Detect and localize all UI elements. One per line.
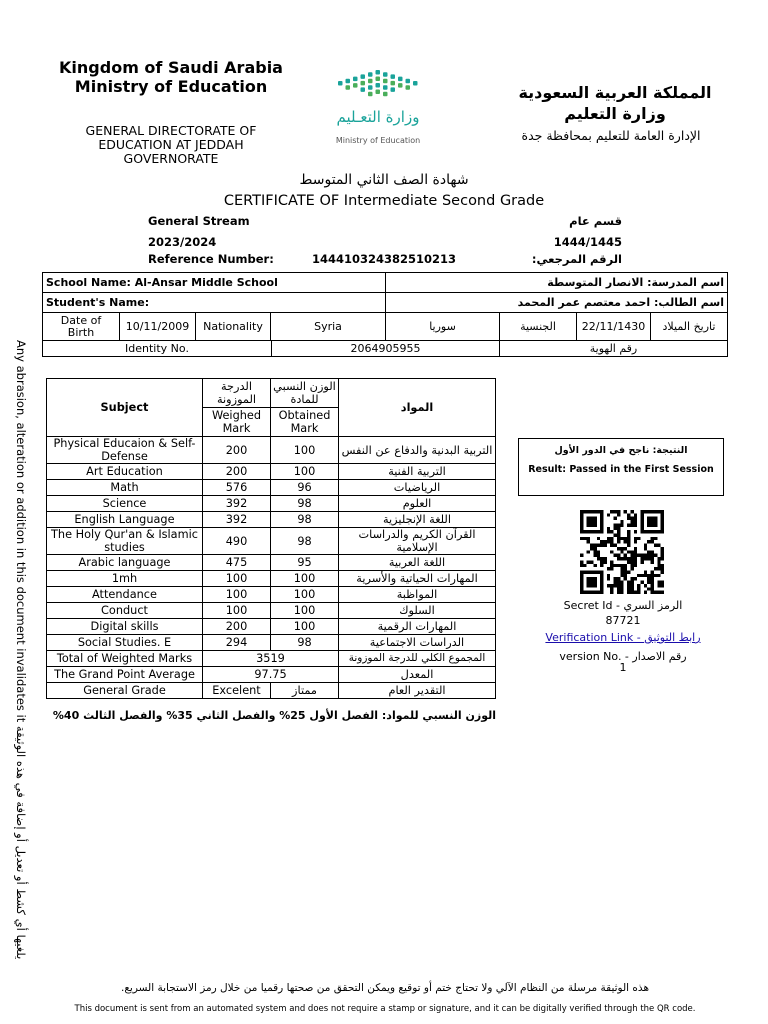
school-name-en: School Name: Al-Ansar Middle School	[43, 273, 386, 293]
subject-name-ar: التربية الفنية	[339, 464, 496, 480]
gpa-label-en: The Grand Point Average	[47, 667, 203, 683]
result-en: Result: Passed in the First Session	[528, 464, 714, 475]
weighed-mark: 100	[203, 603, 271, 619]
table-row	[47, 587, 496, 603]
qr-code-icon[interactable]	[580, 510, 664, 594]
nationality-label-ar: الجنسية	[500, 313, 577, 341]
header-subject-ar: المواد	[339, 379, 496, 437]
weighed-mark: 200	[203, 619, 271, 635]
identity-table	[42, 340, 728, 357]
total-label-ar: المجموع الكلي للدرجة الموزونة	[339, 651, 496, 667]
subject-name-en: Science	[47, 496, 203, 512]
year-hijri: 1444/1445	[553, 235, 622, 249]
header-weighed-ar: الدرجة الموزونة	[203, 379, 271, 408]
weighed-mark: 100	[203, 571, 271, 587]
table-row	[47, 603, 496, 619]
student-name-label: Student's Name:	[43, 293, 386, 313]
dob-label-ar: تاريخ الميلاد	[651, 313, 728, 341]
subject-name-ar: الدراسات الاجتماعية	[339, 635, 496, 651]
subject-name-ar: المواظبة	[339, 587, 496, 603]
table-row	[47, 464, 496, 480]
certificate-title-ar: شهادة الصف الثاني المتوسط	[299, 172, 469, 188]
identity-label-ar: رقم الهوية	[500, 341, 728, 357]
subject-name-en: Math	[47, 480, 203, 496]
nationality-label-en: Nationality	[196, 313, 271, 341]
student-name-table	[42, 292, 728, 313]
subject-name-en: The Holy Qur'an & Islamic studies	[47, 528, 203, 555]
table-row	[47, 528, 496, 555]
obtained-mark: 100	[271, 603, 339, 619]
side-note-text: Any abrasion, alteration or addition in this document invalidates it يلغيها أي كشط أو تعديل أو إضافة في هذه الوثيقة	[14, 340, 28, 960]
subject-name-en: Digital skills	[47, 619, 203, 635]
weighed-mark: 490	[203, 528, 271, 555]
header-en-title: Kingdom of Saudi Arabia Ministry of Education	[59, 58, 283, 96]
weighed-mark: 392	[203, 512, 271, 528]
grade-en: Excelent	[203, 683, 271, 699]
side-note	[14, 340, 30, 960]
version-value: 1	[619, 661, 627, 674]
dob-hijri: 22/11/1430	[577, 313, 651, 341]
header-en-subtitle: GENERAL DIRECTORATE OF EDUCATION AT JEDDAH GOVERNORATE	[85, 123, 257, 166]
weighed-mark: 200	[203, 437, 271, 464]
obtained-mark: 96	[271, 480, 339, 496]
subject-name-ar: الرياضيات	[339, 480, 496, 496]
weights-note: الوزن النسبي للمواد: الفصل الأول 25% والفصل الثاني 35% والفصل الثالث 40%	[52, 709, 496, 722]
subject-name-en: Physical Educaion & Self-Defense	[47, 437, 203, 464]
obtained-mark: 100	[271, 587, 339, 603]
reference-number: 14441032438251021​3	[312, 252, 457, 266]
obtained-mark: 98	[271, 512, 339, 528]
header-obtained-en: Obtained Mark	[271, 408, 339, 437]
table-row	[47, 512, 496, 528]
subject-name-ar: المهارات الحياتية والأسرية	[339, 571, 496, 587]
obtained-mark: 98	[271, 496, 339, 512]
logo-arabic-text: وزارة التعـليم	[336, 108, 420, 126]
student-name-ar: اسم الطالب: احمد معتصم عمر المحمد	[386, 293, 728, 313]
total-value: 3519	[203, 651, 339, 667]
logo-english-text: Ministry of Education	[335, 136, 421, 145]
obtained-mark: 100	[271, 619, 339, 635]
table-row	[47, 437, 496, 464]
result-ar: النتيجة: ناجح في الدور الأول	[554, 445, 688, 456]
dob-gregorian: 10/11/2009	[120, 313, 196, 341]
header-ar-title	[480, 82, 750, 124]
gpa-label-ar: المعدل	[339, 667, 496, 683]
subject-name-ar: التربية البدنية والدفاع عن النفس	[339, 437, 496, 464]
header-weighed-en: Weighed Mark	[203, 408, 271, 437]
header-obtained-ar: الوزن النسبي للمادة	[271, 379, 339, 408]
weighed-mark: 294	[203, 635, 271, 651]
dob-label-en: Date of Birth	[43, 313, 120, 341]
footer-ar: هذه الوثيقة مرسلة من النظام الآلي ولا تحتاج ختم أو توقيع ويمكن التحقق من صحتها رقميا من خلال رمز الاستجابة السريع.	[121, 982, 649, 994]
obtained-mark: 100	[271, 464, 339, 480]
stream-ar: قسم عام	[569, 214, 622, 228]
gpa-value: 97.75	[203, 667, 339, 683]
secret-id-value: 87721	[605, 614, 641, 627]
nationality-en: Syria	[271, 313, 386, 341]
verification-link[interactable]: Verification Link - رابط التوثيق	[545, 631, 701, 644]
subject-name-en: Conduct	[47, 603, 203, 619]
subject-name-ar: المهارات الرقمية	[339, 619, 496, 635]
weighed-mark: 576	[203, 480, 271, 496]
weighed-mark: 475	[203, 555, 271, 571]
identity-number: 2064905955	[272, 341, 500, 357]
certificate-title-en: CERTIFICATE OF Intermediate Second Grade	[223, 193, 545, 209]
subject-name-ar: اللغة العربية	[339, 555, 496, 571]
table-row	[47, 571, 496, 587]
secret-id-label: Secret Id - الرمز السري	[563, 599, 683, 612]
reference-label-ar: الرقم المرجعي:	[531, 252, 622, 266]
identity-label-en: Identity No.	[43, 341, 272, 357]
obtained-mark: 95	[271, 555, 339, 571]
subject-name-en: Art Education	[47, 464, 203, 480]
obtained-mark: 98	[271, 635, 339, 651]
obtained-mark: 100	[271, 571, 339, 587]
weighed-mark: 392	[203, 496, 271, 512]
nationality-ar: سوريا	[386, 313, 500, 341]
subject-name-ar: القرآن الكريم والدراسات الإسلامية	[339, 528, 496, 555]
grade-label-en: General Grade	[47, 683, 203, 699]
grade-label-ar: التقدير العام	[339, 683, 496, 699]
header-subject-en: Subject	[47, 379, 203, 437]
header-ar-title-line1: المملكة العربية السعودية	[518, 83, 712, 102]
qr-code-graphic	[580, 510, 664, 594]
header-ar-title-line2: وزارة التعليم	[564, 104, 666, 123]
stream-en: General Stream	[148, 214, 250, 228]
subject-name-ar: اللغة الإنجليزية	[339, 512, 496, 528]
subject-name-en: Attendance	[47, 587, 203, 603]
table-row	[47, 635, 496, 651]
header-ar-subtitle: الإدارة العامة للتعليم بمحافظة جدة	[521, 128, 701, 143]
footer-en: This document is sent from an automated system and does not require a stamp or signature, and it can be digitally verified through the QR code.	[74, 1004, 696, 1014]
school-table	[42, 272, 728, 293]
table-row	[47, 480, 496, 496]
subject-name-en: Social Studies. E	[47, 635, 203, 651]
table-row	[47, 619, 496, 635]
subject-name-en: Arabic language	[47, 555, 203, 571]
birth-table	[42, 312, 728, 341]
subjects-table	[46, 378, 496, 699]
weighed-mark: 200	[203, 464, 271, 480]
total-label-en: Total of Weighted Marks	[47, 651, 203, 667]
subject-name-en: 1mh	[47, 571, 203, 587]
reference-label-en: Reference Number:	[148, 252, 274, 266]
school-name-ar: اسم المدرسة: الانصار المتوسطة	[386, 273, 728, 293]
obtained-mark: 98	[271, 528, 339, 555]
version-label: version No. - رقم الاصدار	[559, 650, 687, 663]
table-row	[47, 496, 496, 512]
year-gregorian: 2023/2024	[148, 235, 217, 249]
result-box	[518, 438, 724, 496]
subject-name-en: English Language	[47, 512, 203, 528]
weighed-mark: 100	[203, 587, 271, 603]
subject-name-ar: السلوك	[339, 603, 496, 619]
subject-name-ar: العلوم	[339, 496, 496, 512]
table-row	[47, 555, 496, 571]
obtained-mark: 100	[271, 437, 339, 464]
grade-ar: ممتاز	[271, 683, 339, 699]
